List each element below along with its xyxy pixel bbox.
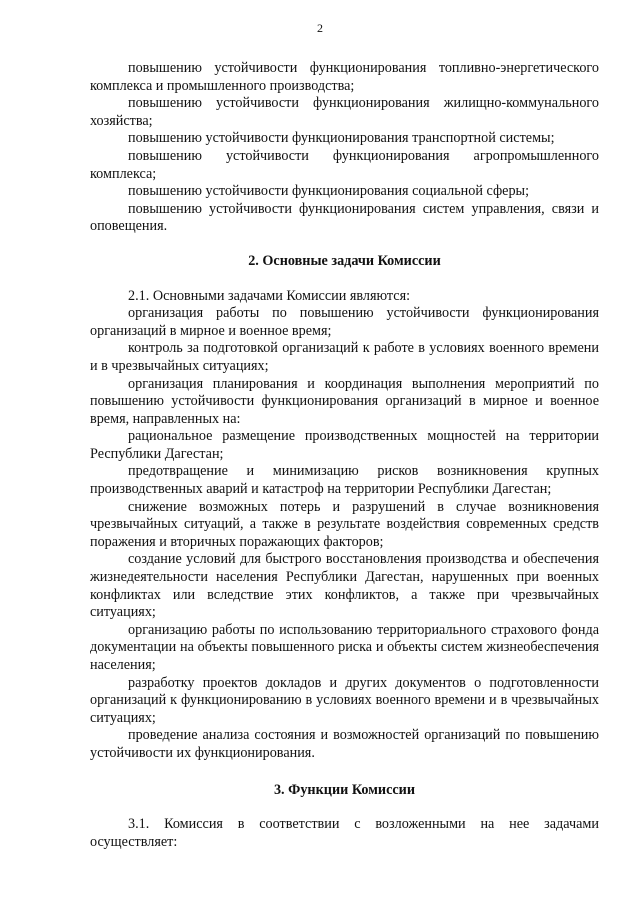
section-2-paragraph: организация работы по повышению устойчивости функционирования организаций в мирное и военное время; xyxy=(90,305,599,339)
section-2-paragraph: проведение анализа состояния и возможностей организаций по повышению устойчивости их функционирования. xyxy=(90,727,599,761)
section-2-paragraph: контроль за подготовкой организаций к работе в условиях военного времени и в чрезвычайных ситуациях; xyxy=(90,340,599,374)
section-3-paragraph: 3.1. Комиссия в соответствии с возложенными на нее задачами осуществляет: xyxy=(90,816,599,850)
intro-item: повышению устойчивости функционирования социальной сферы; xyxy=(128,183,530,200)
section-2-paragraph: организацию работы по использованию территориального страхового фонда документации на объекты повышенного риска и объекты систем жизнеобеспечения населения; xyxy=(90,621,599,673)
section-2-heading: 2. Основные задачи Комиссии xyxy=(248,252,441,269)
intro-item: повышению устойчивости функционирования систем управления, связи и оповещения. xyxy=(90,200,599,235)
section-2-paragraph: предотвращение и минимизацию рисков возникновения крупных производственных аварий и катастроф на территории Республики Дагестан; xyxy=(90,463,599,498)
section-3-heading: 3. Функции Комиссии xyxy=(273,781,416,798)
intro-item: повышению устойчивости функционирования транспортной системы; xyxy=(128,130,555,147)
section-2-paragraph: 2.1. Основными задачами Комиссии являются: xyxy=(128,287,411,304)
intro-item: повышению устойчивости функционирования топливно-энергетического комплекса и промышленного производства; xyxy=(90,60,599,94)
section-2-paragraph: разработку проектов докладов и других документов о подготовленности организаций к функционированию в условиях военного времени и в чрезвычайных ситуациях; xyxy=(90,674,599,726)
document-body xyxy=(90,60,599,851)
section-2-paragraph: организация планирования и координация выполнения мероприятий по повышению устойчивости функционирования организаций в мирное и военное время, направленных на: xyxy=(90,375,599,427)
page-number: 2 xyxy=(317,21,323,35)
section-2-paragraph: создание условий для быстрого восстановления производства и обеспечения жизнедеятельности населения Республики Дагестан, нарушенных при военных конфликтах или вследствие этих конфликтов, а также при чрезвычайных ситуациях; xyxy=(90,551,599,621)
section-2-paragraph: снижение возможных потерь и разрушений в случае возникновения чрезвычайных ситуаций, а также в результате воздействия современных средств поражения и вторичных поражающих факторов; xyxy=(90,498,599,550)
intro-item: повышению устойчивости функционирования жилищно-коммунального хозяйства; xyxy=(90,95,599,129)
intro-item: повышению устойчивости функционирования агропромышленного комплекса; xyxy=(90,147,599,182)
section-2-paragraph: рациональное размещение производственных мощностей на территории Республики Дагестан; xyxy=(90,428,599,462)
